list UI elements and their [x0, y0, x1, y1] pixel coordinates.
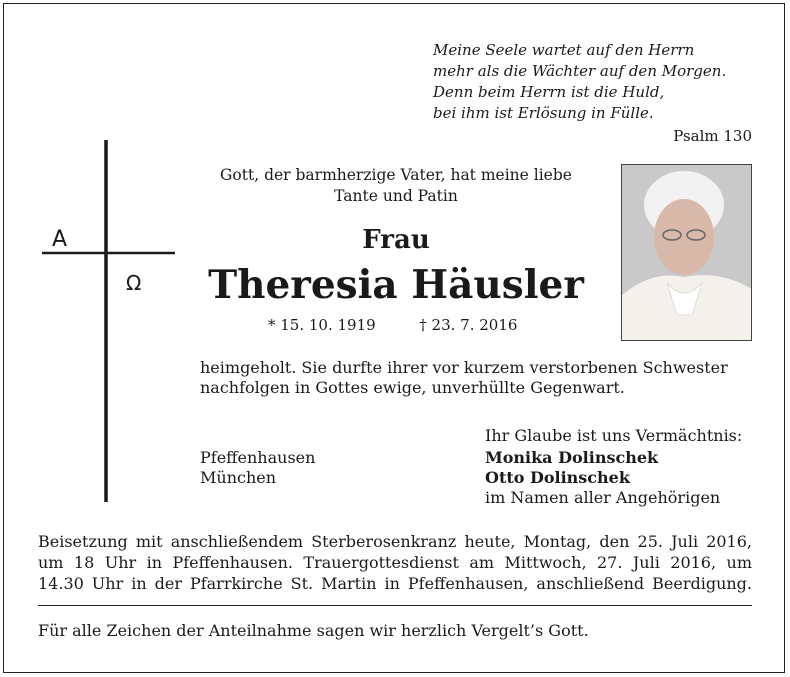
funeral-line: Beisetzung mit anschließendem Sterberosenkranz heute, Montag, den 25. Juli 2016,	[38, 532, 752, 551]
signers-list	[485, 448, 720, 508]
life-dates	[268, 316, 517, 334]
salutation: Frau	[362, 225, 430, 255]
portrait-illustration	[622, 165, 752, 341]
divider	[38, 605, 752, 606]
cross-with-alpha-omega	[40, 140, 180, 510]
body-line: heimgeholt. Sie durfte ihrer vor kurzem verstorbenen Schwester	[200, 358, 728, 377]
place: Pfeffenhausen	[200, 448, 316, 467]
intro-line: Gott, der barmherzige Vater, hat meine liebe	[220, 166, 572, 184]
psalm-reference: Psalm 130	[673, 127, 752, 145]
funeral-details	[38, 531, 752, 594]
psalm-line: mehr als die Wächter auf den Morgen.	[433, 62, 727, 80]
thanks-line: Für alle Zeichen der Anteilnahme sagen wir herzlich Vergelt’s Gott.	[38, 621, 589, 640]
psalm-line: Meine Seele wartet auf den Herrn	[433, 41, 695, 59]
body-text	[200, 358, 755, 398]
deceased-name: Theresia Häusler	[208, 262, 584, 308]
signers-closing: im Namen aller Angehörigen	[485, 488, 721, 507]
funeral-line: 14.30 Uhr in der Pfarrkirche St. Martin in Pfeffenhausen, anschließend Beerdigung.	[38, 574, 752, 593]
psalm-line: Denn beim Herrn ist die Huld,	[433, 83, 665, 101]
intro-line: Tante und Patin	[334, 187, 458, 205]
place: München	[200, 468, 277, 487]
omega-symbol: Ω	[126, 271, 142, 295]
portrait-photo	[621, 164, 752, 341]
alpha-symbol: A	[52, 227, 68, 252]
psalm-line: bei ihm ist Erlösung in Fülle.	[433, 104, 654, 122]
signer-name: Monika Dolinschek	[485, 448, 659, 467]
psalm-quote	[433, 40, 726, 124]
intro-text	[196, 165, 596, 207]
funeral-line: um 18 Uhr in Pfeffenhausen. Trauergottesdienst am Mittwoch, 27. Juli 2016, um	[38, 553, 752, 572]
body-line: nachfolgen in Gottes ewige, unverhüllte Gegenwart.	[200, 378, 625, 397]
birth-date: * 15. 10. 1919	[268, 316, 376, 334]
signer-name: Otto Dolinschek	[485, 468, 630, 487]
places-list	[200, 448, 315, 488]
death-date: † 23. 7. 2016	[419, 316, 518, 334]
legacy-line: Ihr Glaube ist uns Vermächtnis:	[485, 426, 743, 445]
